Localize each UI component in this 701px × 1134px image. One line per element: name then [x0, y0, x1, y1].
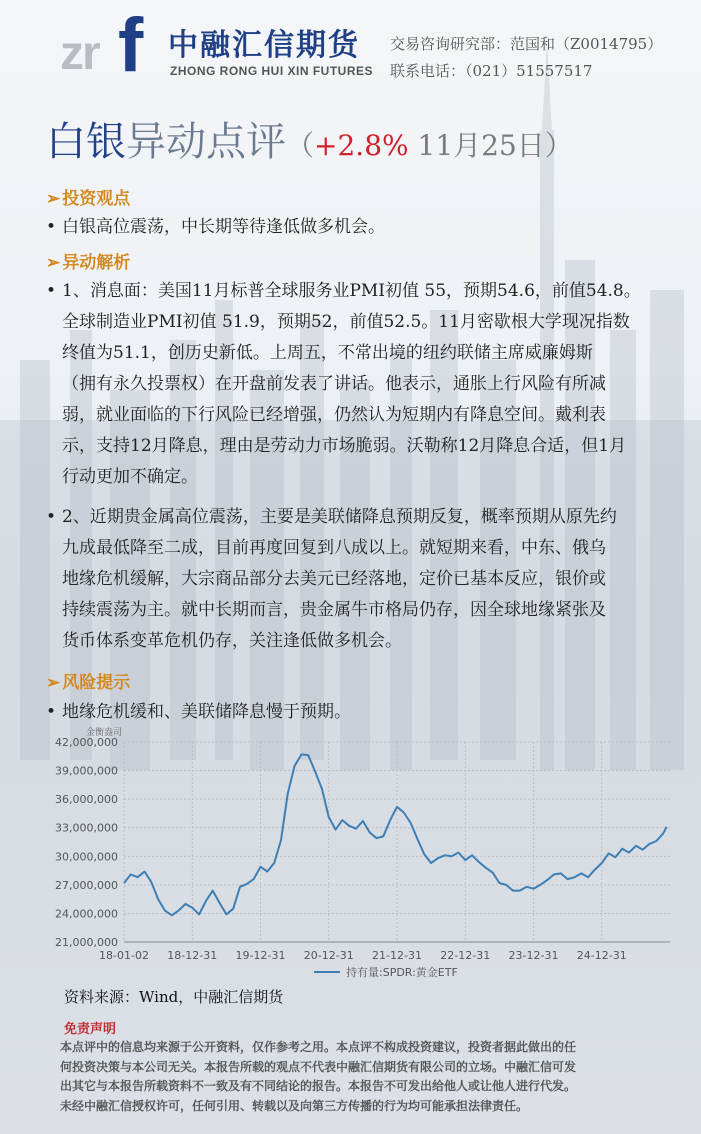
- title-paren-open: （: [286, 129, 315, 162]
- chart-x-tick-label: 22-12-31: [440, 949, 491, 962]
- chart-y-tick-label: 27,000,000: [55, 878, 118, 892]
- section-heading-analysis: ➢ 异动解析: [46, 253, 131, 273]
- chart-y-tick-label: 33,000,000: [55, 821, 118, 835]
- spdr-holdings-chart: [40, 726, 690, 986]
- chart-x-tick-label: 18-01-02: [99, 949, 149, 962]
- view-paragraph: • 白银高位震荡，中长期等待逢低做多机会。: [46, 217, 385, 237]
- chart-x-tick-label: 18-12-31: [167, 949, 218, 962]
- chart-x-tick-label: 20-12-31: [303, 949, 354, 962]
- chart-y-tick-label: 39,000,000: [55, 764, 118, 778]
- risk-paragraph: • 地缘危机缓和、美联储降息慢于预期。: [46, 702, 351, 722]
- chart-series-line: [124, 754, 667, 915]
- section-heading-view: ➢ 投资观点: [46, 189, 131, 209]
- title-date: 11月25日）: [408, 129, 573, 162]
- logo-mark-zr: zr: [60, 27, 99, 80]
- arrow-icon: ➢: [46, 673, 61, 693]
- arrow-icon: ➢: [46, 189, 61, 209]
- disclaimer-title: 免责声明: [64, 1022, 117, 1037]
- chart-y-tick-label: 36,000,000: [55, 793, 118, 807]
- disclaimer-text: 本点评中的信息均来源于公开资料，仅作参考之用。本点评不构成投资建议，投资者据此做出的任 何投资决策与本公司无关。本报告所载的观点不代表中融汇信期货有限公司的立场。中融汇信可发 出其它与本报告所载资料不一致及有不同结论的报告。本报告不可发出给他人或让他人进行代发。 未经中融汇信授权许可，任何引用、转载以及向第三方传播的行为均可能承担法律责任。: [60, 1040, 577, 1113]
- logo-mark-f: f: [118, 3, 144, 88]
- section-heading-risk: ➢ 风险提示: [46, 673, 131, 693]
- title-type: 异动点评: [126, 119, 286, 165]
- report-header: [0, 0, 701, 100]
- chart-y-tick-label: 30,000,000: [55, 850, 118, 864]
- company-name-cn: 中融汇信期货: [168, 28, 360, 63]
- chart-x-tick-label: 21-12-31: [372, 949, 422, 962]
- chart-y-tick-label: 24,000,000: [55, 907, 118, 921]
- chart-x-tick-label: 24-12-31: [576, 949, 627, 962]
- analysis-paragraph-1: • 1、消息面：美国11月标普全球服务业PMI初值 55，预期54.6，前值54.8。 全球制造业PMI初值 51.9，预期52，前值52.5。11月密歇根大学现况指数 终值为51.1，创历史新低。上周五，不常出境的纽约联储主席威廉姆斯 （拥有永久投票权）在开盘前发表了讲话。他表示，通胀上行风险有所减 弱，就业面临的下行风险已经增强，仍然认为短期内有降息空间。戴利表 示，支持12月降息，理由是劳动力市场脆弱。沃勒称12月降息合适，但1月 行动更加不确定。: [46, 281, 641, 487]
- analysis-paragraph-2: • 2、近期贵金属高位震荡，主要是美联储降息预期反复，概率预期从原先约 九成最低降至二成，目前再度回复到八成以上。就短期来看，中东、俄乌 地缘危机缓解，大宗商品部分去美元已经落地，定价已基本反应，银价或 持续震荡为主。就中长期而言，贵金属牛市格局仍存，因全球地缘紧张及 货币体系变革危机仍存，关注逢低做多机会。: [46, 507, 617, 651]
- chart-y-tick-label: 21,000,000: [55, 936, 118, 949]
- company-name-en: ZHONG RONG HUI XIN FUTURES: [170, 64, 374, 78]
- chart-y-tick-label: 42,000,000: [55, 736, 118, 749]
- title-change: +2.8%: [314, 129, 409, 162]
- data-source: 资料来源：Wind，中融汇信期货: [64, 988, 284, 1006]
- chart-x-tick-label: 23-12-31: [508, 949, 559, 962]
- arrow-icon: ➢: [46, 253, 61, 273]
- title-commodity: 白银: [46, 119, 126, 165]
- contact-phone: 联系电话：（021）51557517: [390, 62, 593, 80]
- report-title: [46, 118, 573, 170]
- chart-x-tick-label: 19-12-31: [235, 949, 286, 962]
- chart-legend-label: 持有量:SPDR:黄金ETF: [346, 966, 458, 979]
- contact-department: 交易咨询研究部：范国和（Z0014795）: [390, 35, 663, 53]
- chart-unit-label: 金衡盎司: [86, 728, 123, 738]
